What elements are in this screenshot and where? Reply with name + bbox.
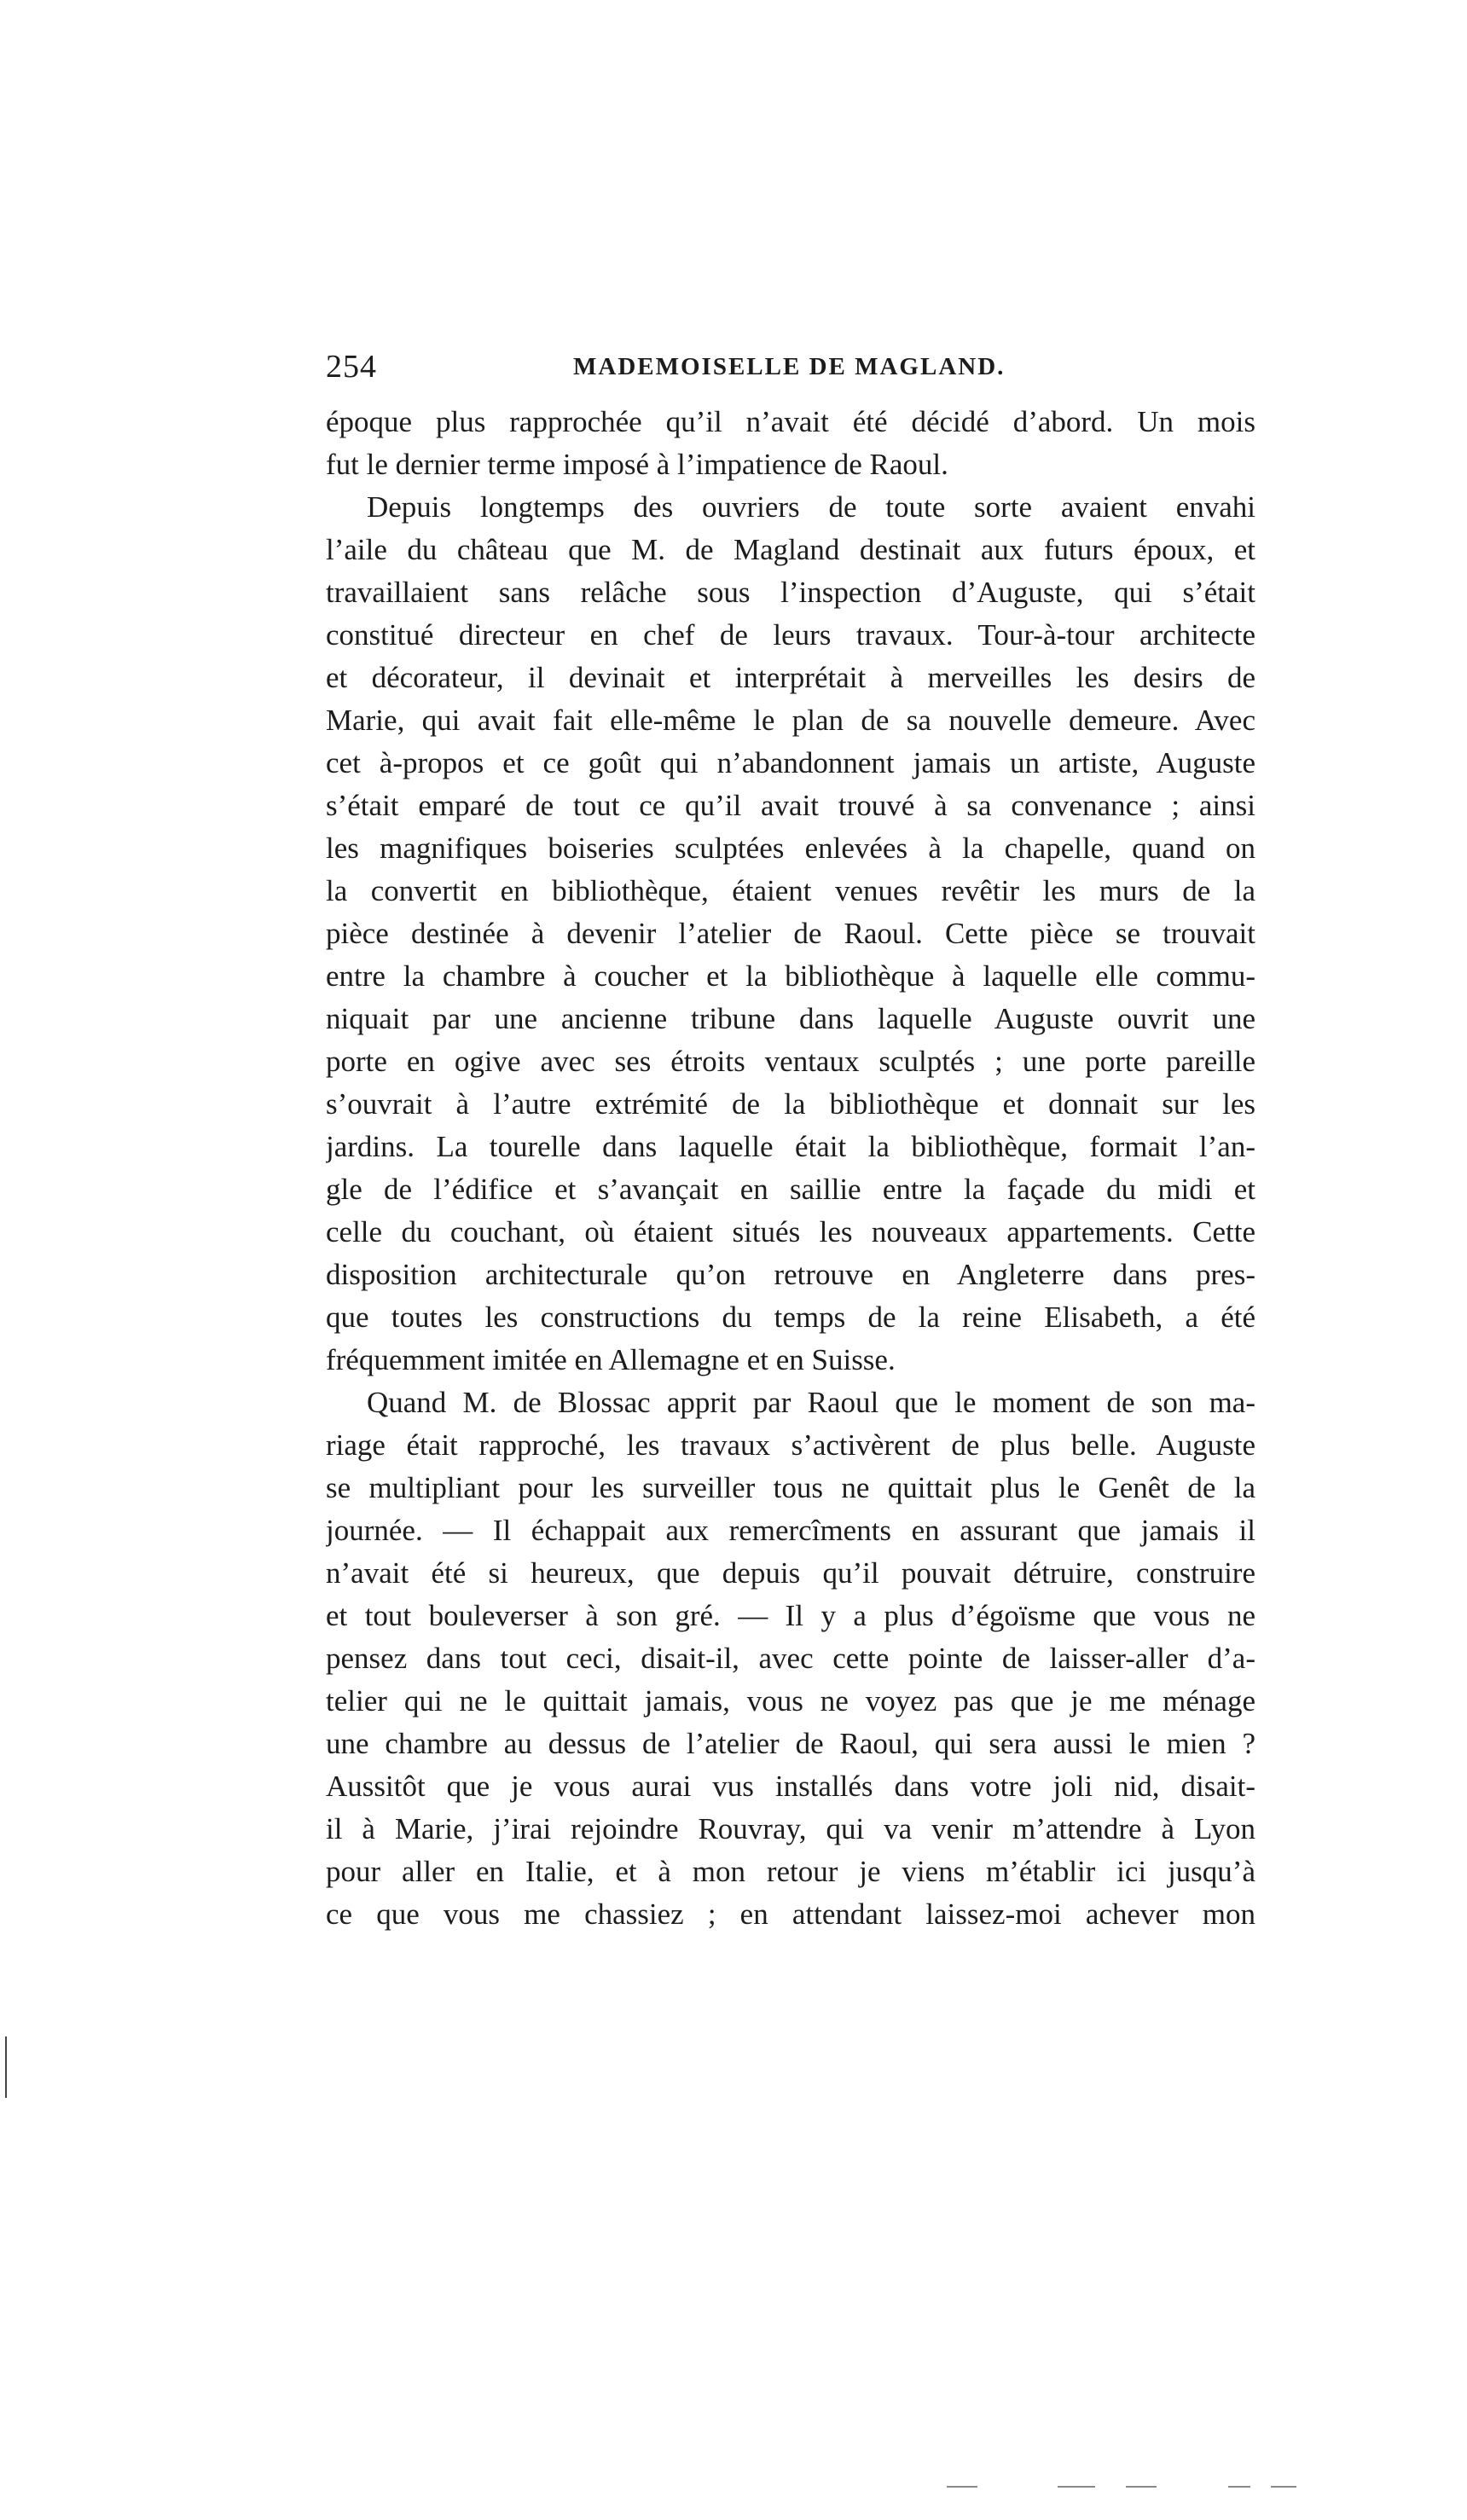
text-line: les magnifiques boiseries sculptées enlevées à la chapelle, quand on [326, 831, 1255, 865]
text-line: s’était emparé de tout ce qu’il avait trouvé à sa convenance ; ainsi [326, 789, 1255, 822]
text-line: riage était rapproché, les travaux s’activèrent de plus belle. Auguste [326, 1428, 1255, 1462]
text-line: et décorateur, il devinait et interprétait à merveilles les desirs de [326, 661, 1255, 694]
text-line: travaillaient sans relâche sous l’inspection d’Auguste, qui s’était [326, 576, 1255, 609]
text-line: fréquemment imitée en Allemagne et en Suisse. [326, 1343, 896, 1376]
text-line: fut le dernier terme imposé à l’impatience de Raoul. [326, 448, 948, 481]
text-line: époque plus rapprochée qu’il n’avait été décidé d’abord. Un mois [326, 405, 1255, 438]
text-line: s’ouvrait à l’autre extrémité de la bibliothèque et donnait sur les [326, 1087, 1255, 1121]
scan-dash [1058, 2486, 1095, 2488]
text-line: jardins. La tourelle dans laquelle était la bibliothèque, formait l’an- [326, 1130, 1255, 1163]
scan-margin-mark [5, 2036, 7, 2098]
text-line: ce que vous me chassiez ; en attendant laissez-moi achever mon [326, 1897, 1255, 1931]
text-line: Quand M. de Blossac apprit par Raoul que le moment de son ma- [367, 1386, 1255, 1419]
page-number: 254 [326, 349, 377, 385]
running-title: MADEMOISELLE DE MAGLAND. [573, 353, 1006, 380]
text-line: journée. — Il échappait aux remercîments en assurant que jamais il [326, 1514, 1255, 1547]
text-line: pensez dans tout ceci, disait-il, avec cette pointe de laisser-aller d’a- [326, 1642, 1255, 1675]
scan-bottom-marks [947, 2486, 1305, 2489]
text-line: cet à-propos et ce goût qui n’abandonnent jamais un artiste, Auguste [326, 746, 1255, 779]
text-line: celle du couchant, où étaient situés les nouveaux appartements. Cette [326, 1215, 1255, 1248]
scan-dash [1126, 2486, 1157, 2488]
text-line: et tout bouleverser à son gré. — Il y a plus d’égoïsme que vous ne [326, 1599, 1255, 1632]
scan-dash [1271, 2486, 1296, 2488]
text-line: une chambre au dessus de l’atelier de Raoul, qui sera aussi le mien ? [326, 1727, 1255, 1760]
text-line: gle de l’édifice et s’avançait en saillie entre la façade du midi et [326, 1173, 1255, 1206]
text-line: l’aile du château que M. de Magland destinait aux futurs époux, et [326, 533, 1255, 566]
body-text [326, 401, 1255, 1936]
text-line: disposition architecturale qu’on retrouve en Angleterre dans pres- [326, 1258, 1255, 1291]
text-line: la convertit en bibliothèque, étaient venues revêtir les murs de la [326, 874, 1255, 907]
scan-dash [1228, 2486, 1250, 2488]
text-line: Aussitôt que je vous aurai vus installés dans votre joli nid, disait- [326, 1770, 1255, 1803]
text-line: Depuis longtemps des ouvriers de toute sorte avaient envahi [367, 490, 1255, 524]
text-line: entre la chambre à coucher et la bibliothèque à laquelle elle commu- [326, 959, 1255, 993]
scan-dash [947, 2486, 977, 2488]
text-line: telier qui ne le quittait jamais, vous ne voyez pas que je me ménage [326, 1684, 1255, 1718]
text-line: niquait par une ancienne tribune dans laquelle Auguste ouvrit une [326, 1002, 1255, 1035]
text-line: porte en ogive avec ses étroits ventaux sculptés ; une porte pareille [326, 1045, 1255, 1078]
text-line: que toutes les constructions du temps de la reine Elisabeth, a été [326, 1301, 1255, 1334]
text-line: se multipliant pour les surveiller tous ne quittait plus le Genêt de la [326, 1471, 1255, 1504]
text-line: n’avait été si heureux, que depuis qu’il pouvait détruire, construire [326, 1556, 1255, 1590]
text-line: constitué directeur en chef de leurs travaux. Tour-à-tour architecte [326, 618, 1255, 652]
page-header [326, 348, 1255, 392]
text-line: pièce destinée à devenir l’atelier de Raoul. Cette pièce se trouvait [326, 917, 1255, 950]
text-line: pour aller en Italie, et à mon retour je viens m’établir ici jusqu’à [326, 1855, 1255, 1888]
text-line: il à Marie, j’irai rejoindre Rouvray, qui va venir m’attendre à Lyon [326, 1812, 1255, 1845]
text-line: Marie, qui avait fait elle-même le plan de sa nouvelle demeure. Avec [326, 704, 1255, 737]
